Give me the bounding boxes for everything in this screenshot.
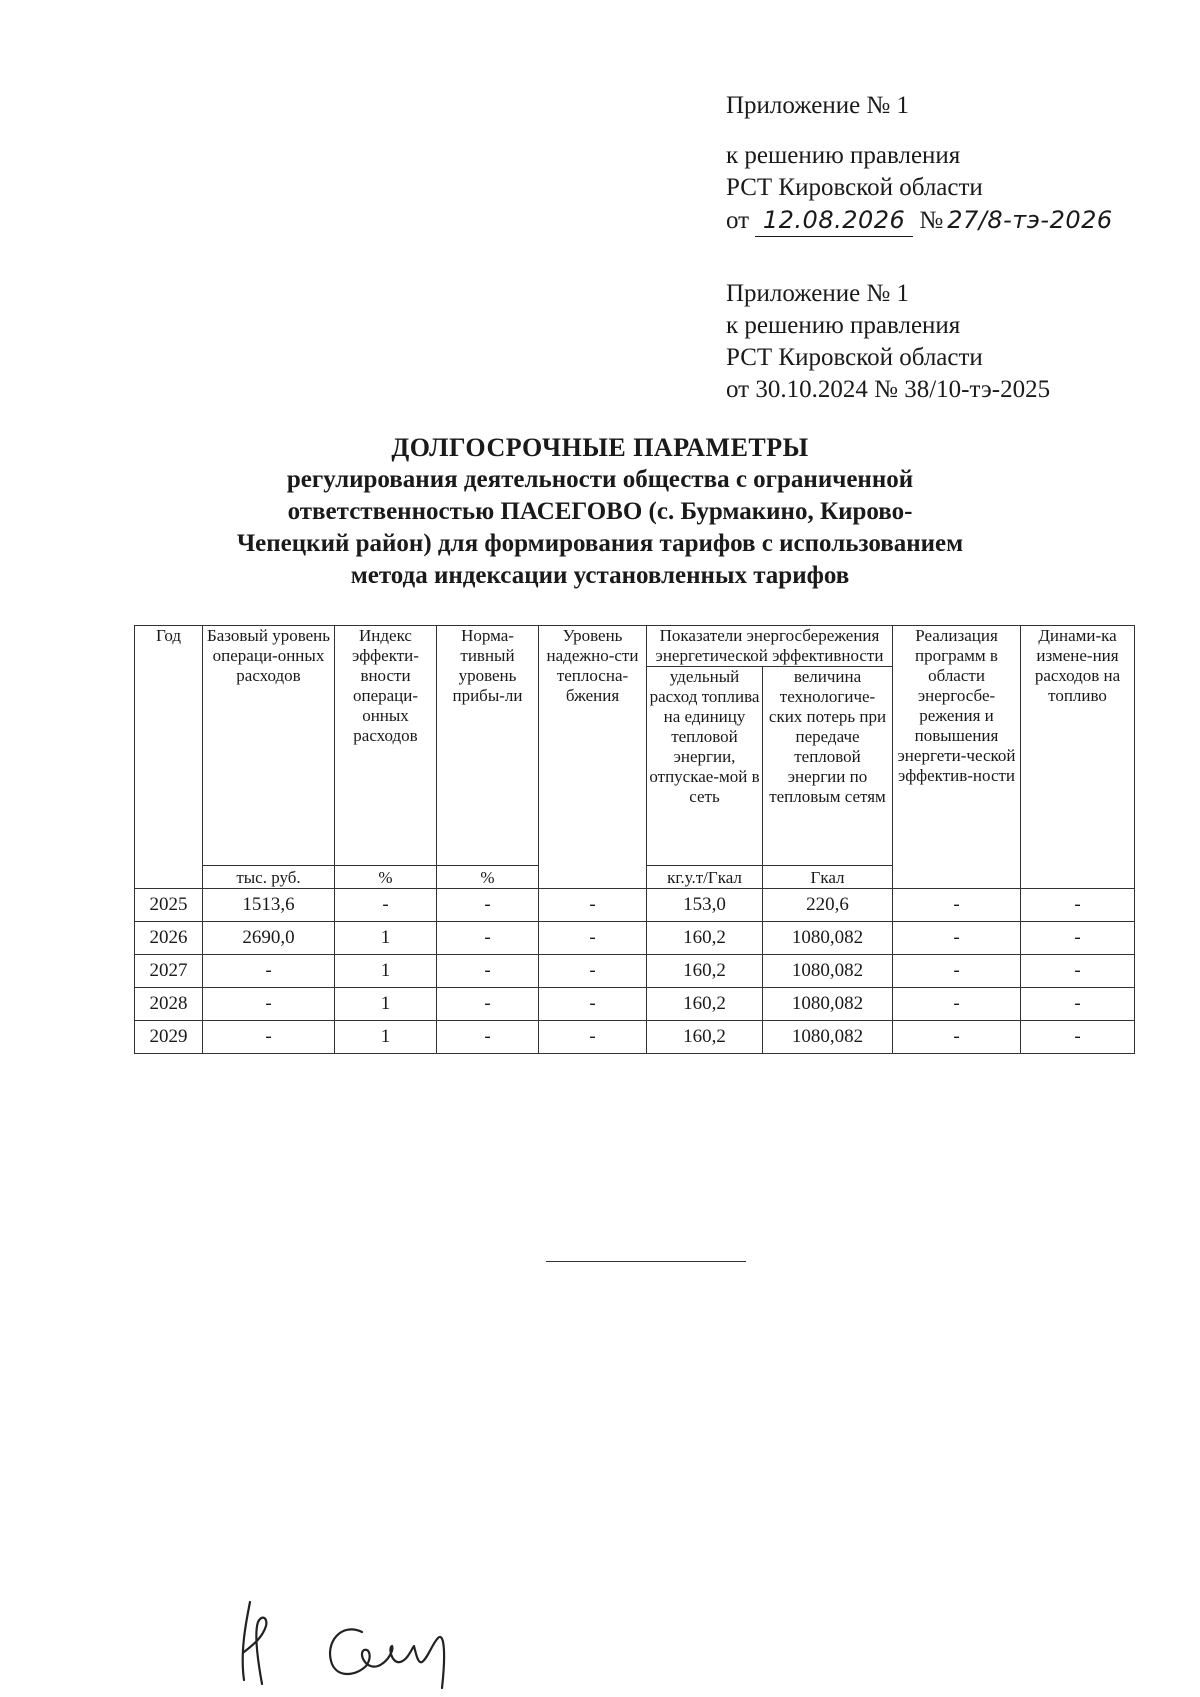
cell-index: 1 xyxy=(335,1021,437,1054)
title-line-1: регулирования деятельности общества с ограниченной xyxy=(286,466,914,493)
document-title xyxy=(150,432,1050,592)
appendix-old-authority: РСТ Кировской области xyxy=(726,344,983,371)
cell-base: - xyxy=(203,988,335,1021)
handwritten-number: 27/8-тэ-2026 xyxy=(947,206,1113,234)
appendix-old-title: Приложение № 1 xyxy=(726,280,910,307)
header-energy-group: Показатели энергосбережения энергетической эффективности xyxy=(647,626,893,667)
cell-profit: - xyxy=(437,955,539,988)
cell-losses: 1080,082 xyxy=(763,988,893,1021)
parameters-table xyxy=(134,625,1135,1054)
cell-fuel: 153,0 xyxy=(647,889,763,922)
initials-signature xyxy=(243,1602,267,1684)
cell-reliability: - xyxy=(539,955,647,988)
cell-programs: - xyxy=(893,889,1021,922)
cell-reliability: - xyxy=(539,922,647,955)
unit-efficiency-index: % xyxy=(335,866,437,889)
table-row xyxy=(135,988,1135,1021)
closing-divider xyxy=(546,1261,746,1262)
cell-reliability: - xyxy=(539,988,647,1021)
cell-index: 1 xyxy=(335,922,437,955)
cell-dynamics: - xyxy=(1021,889,1135,922)
cell-losses: 220,6 xyxy=(763,889,893,922)
cell-base: 1513,6 xyxy=(203,889,335,922)
header-efficiency-index: Индекс эффекти-вности операци-онных расходов xyxy=(335,626,437,866)
cell-year: 2026 xyxy=(135,922,203,955)
title-line-4: метода индексации установленных тарифов xyxy=(350,562,850,589)
cell-dynamics: - xyxy=(1021,1021,1135,1054)
cell-profit: - xyxy=(437,988,539,1021)
cell-fuel: 160,2 xyxy=(647,988,763,1021)
cell-index: 1 xyxy=(335,988,437,1021)
full-signature xyxy=(330,1629,444,1688)
cell-losses: 1080,082 xyxy=(763,955,893,988)
cell-dynamics: - xyxy=(1021,922,1135,955)
cell-programs: - xyxy=(893,988,1021,1021)
header-tech-losses: величина технологиче-ских потерь при передаче тепловой энергии по тепловым сетям xyxy=(763,667,893,866)
title-main: ДОЛГОСРОЧНЫЕ ПАРАМЕТРЫ xyxy=(391,433,809,462)
cell-year: 2028 xyxy=(135,988,203,1021)
cell-profit: - xyxy=(437,922,539,955)
cell-base: - xyxy=(203,955,335,988)
cell-index: - xyxy=(335,889,437,922)
cell-fuel: 160,2 xyxy=(647,955,763,988)
cell-year: 2027 xyxy=(135,955,203,988)
appendix-new-authority: РСТ Кировской области xyxy=(726,174,983,201)
header-reliability: Уровень надежно-сти теплосна-бжения xyxy=(539,626,647,889)
unit-base-level: тыс. руб. xyxy=(203,866,335,889)
unit-specific-fuel: кг.у.т/Гкал xyxy=(647,866,763,889)
title-line-3: Чепецкий район) для формирования тарифов с использованием xyxy=(236,530,964,557)
header-fuel-dynamics: Динами-ка измене-ния расходов на топливо xyxy=(1021,626,1135,889)
appendix-old-date: от 30.10.2024 № 38/10-тэ-2025 xyxy=(726,376,1051,403)
appendix-new-block xyxy=(726,90,1113,237)
appendix-old-decision: к решению правления xyxy=(726,312,961,339)
table-row xyxy=(135,1021,1135,1054)
cell-index: 1 xyxy=(335,955,437,988)
cell-programs: - xyxy=(893,922,1021,955)
header-specific-fuel: удельный расход топлива на единицу тепловой энергии, отпускае-мой в сеть xyxy=(647,667,763,866)
header-programs: Реализация программ в области энергосбе-режения и повышения энергети-ческой эффектив-ности xyxy=(893,626,1021,889)
header-year: Год xyxy=(135,626,203,889)
appendix-old-block xyxy=(726,278,1050,406)
cell-year: 2025 xyxy=(135,889,203,922)
cell-dynamics: - xyxy=(1021,955,1135,988)
unit-tech-losses: Гкал xyxy=(763,866,893,889)
cell-programs: - xyxy=(893,1021,1021,1054)
table-row xyxy=(135,889,1135,922)
unit-normative-profit: % xyxy=(437,866,539,889)
table-row xyxy=(135,922,1135,955)
appendix-new-decision: к решению правления xyxy=(726,142,961,169)
number-prefix: № xyxy=(919,207,944,234)
table-row xyxy=(135,955,1135,988)
cell-fuel: 160,2 xyxy=(647,922,763,955)
cell-base: 2690,0 xyxy=(203,922,335,955)
header-normative-profit: Норма-тивный уровень прибы-ли xyxy=(437,626,539,866)
cell-reliability: - xyxy=(539,1021,647,1054)
cell-losses: 1080,082 xyxy=(763,1021,893,1054)
from-prefix: от xyxy=(726,207,750,234)
cell-reliability: - xyxy=(539,889,647,922)
appendix-new-title: Приложение № 1 xyxy=(726,92,910,119)
handwritten-date: 12.08.2026 xyxy=(755,204,913,237)
handwritten-signatures xyxy=(232,1592,492,1692)
cell-dynamics: - xyxy=(1021,988,1135,1021)
cell-profit: - xyxy=(437,1021,539,1054)
header-base-level: Базовый уровень операци-онных расходов xyxy=(203,626,335,866)
title-line-2: ответственностью ПАСЕГОВО (с. Бурмакино, Кирово- xyxy=(287,498,913,525)
cell-year: 2029 xyxy=(135,1021,203,1054)
cell-profit: - xyxy=(437,889,539,922)
cell-base: - xyxy=(203,1021,335,1054)
cell-losses: 1080,082 xyxy=(763,922,893,955)
appendix-new-date-line xyxy=(726,204,1113,237)
cell-fuel: 160,2 xyxy=(647,1021,763,1054)
cell-programs: - xyxy=(893,955,1021,988)
